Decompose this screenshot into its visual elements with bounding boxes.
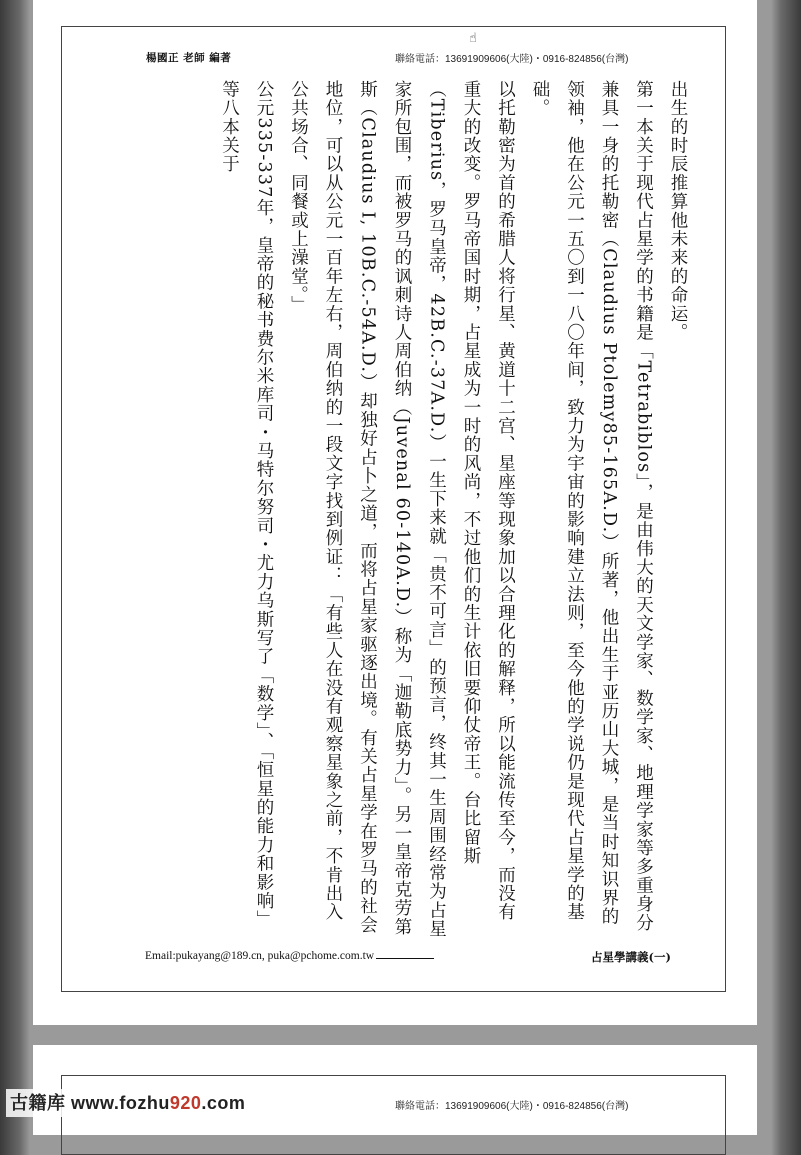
site-watermark (6, 1089, 249, 1117)
contact-header: 聯絡電話：13691909606(大陸)・0916-824856(台灣) (395, 54, 629, 65)
watermark-accent: 920 (169, 1093, 202, 1113)
footer-email-text: Email:pukayang@189.cn, puka@pchome.com.tw (145, 950, 375, 962)
hand-cursor-icon: ☝ (469, 31, 477, 46)
footer-email (145, 950, 434, 962)
author-header: 楊國正 老師 編著 (146, 52, 232, 64)
contact-header: 聯絡電話：13691909606(大陸)・0916-824856(台灣) (395, 1101, 629, 1112)
document-page (33, 0, 757, 1025)
watermark-suffix: .com (201, 1093, 246, 1113)
footer-underline (376, 958, 434, 959)
body-paragraph: 公元335-337年，皇帝的秘书费尔米库司・马特尔努司・尤力乌斯写了「数学」、「恒星的能力和影响」等八本关于 (219, 80, 274, 930)
body-paragraph: 以托勒密为首的希腊人将行星、黄道十二宫、星座等现象加以合理化的解释，所以能流传至今，而没有重大的改变。罗马帝国时期，占星成为一时的风尚，不过他们的生计依旧要仰仗帝王。台比留斯（Tiberius，罗马皇帝，42B.C.-37A.D.）一生下来就「贵不可言」的预言，终其一生周围经常为占星家所包围，而被罗马的讽刺诗人周伯纳（Juvenal 60-140A.D.）称为「迦勒底势力」。另一皇帝克劳第斯（Claudius I, 10B.C.-54A.D.）却独好占卜之道，而将占星家驱逐出境。有关占星学在罗马的社会地位，可以从公元一百年左右，周伯纳的一段文字找到例证：「有些人在没有观察星象之前，不肯出入公共场合、同餐或上澡堂。」 (288, 80, 516, 939)
watermark-prefix: 古籍库 www.fozhu (10, 1093, 170, 1113)
body-paragraph: 第一本关于现代占星学的书籍是「Tetrabiblos」，是由伟大的天文学家、数学家、地理学家等多重身分兼具一身的托勒密（Claudius Ptolemy85-165A.D.）所著，他出生于亚历山大城，是当时知识界的领袖，他在公元一五〇到一八〇年间，致力为宇宙的影响建立法则，至今他的学说仍是现代占星学的基础。 (530, 80, 654, 933)
body-paragraph: 出生的时辰推算他未来的命运。 (668, 80, 688, 342)
vertical-body-text (155, 80, 695, 940)
footer-title: 占星學講義(一) (591, 950, 671, 964)
